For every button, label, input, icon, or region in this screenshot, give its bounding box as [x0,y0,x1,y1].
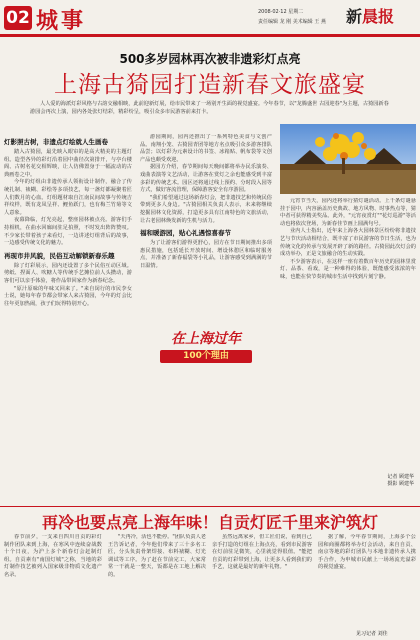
paragraph: "我们希望通过这场新春灯会，把非遗技艺和传统民俗带到更多人身边。"古猗园相关负责人表示，未来将继续挖掘园林文化资源，打造更多具有江南特色的文旅活动，让古老园林焕发新的生机与活力。 [140,194,272,224]
article2-byline: 见习记者 刘佳 [356,631,388,637]
paragraph: 元宵节当天，园内还将举行猜灯谜活动。上千条灯谜悬挂于园中，内容涵盖历史典故、地方风物、时事热点等，猜中者可获得精美奖品。此外，"元宵夜赏灯""花灯巡游"等活动也将依次登场，为新春佳节画上圆满句号。 [280,198,416,227]
paragraph: 夜幕降临，灯光亮起，整座园林被点亮。游客们手持相机，在曲水回廊间驻足拍照，不时发出阵阵赞叹。不少家长带着孩子来看灯，一边讲述灯组背后的故事，一边感受传统文化的魅力。 [4,217,132,247]
article2-column-1: 春节前夕，一支来自四川自贡的彩灯制作团队来到上海，在寒风中连续奋战数十个日夜，为沪上多个新春灯会赶制灯组。自贡素有"南国灯城"之称，当地的彩灯制作技艺被列入国家级非物质文化遗产名录。 [4,534,102,578]
article-subhead: 500多岁园林再次被非遗彩灯点亮 [119,52,301,66]
paragraph: 除了灯彩展示，园内还设置了多个民俗互动区域。剪纸、捏面人、吹糖人等传统手艺摊位前人头攒动，游客们可以亲手体验，将作品带回家作为新春纪念。 [4,262,132,284]
newspaper-logo: 新晨报 [346,7,395,26]
article-lede: 人人爱的海派灯彩风格与古韵交融相映，此前迎新灯展，给市民带来了一场别开生面的视觉盛宴。今年春节，以"龙腾盛世 古园迎春"为主题，古猗园新春游园会再次上演，园内各处张灯结彩，精彩纷呈，吸引众多市民游客前来打卡。 [30,101,389,115]
issue-date: 2008·02·12 星期二 [258,9,304,15]
feature-badge [140,328,272,368]
article2-column-4: 据了解，今年春节期间，上海多个公园和商圈都将举办灯会活动，来自自贡、南京等地的彩灯团队与本地非遗传承人携手合作，为申城市民献上一场场流光溢彩的视觉盛宴。 [318,534,416,571]
masthead-rule [0,34,420,37]
article2-column-3: 虽然远离家乡，但工匠们说，看到自己亲手打造的灯组在上海点亮，看到市民游客在灯前驻足微笑，心里就觉得很值。"能把自贡的灯彩带到上海，让更多人看到我们的手艺，这就是最好的新年礼物。" [212,534,312,571]
lantern-photo [280,124,416,194]
paragraph: "原汁原味的年味又回来了。"来自闵行的市民李女士说，她每年春节都会带家人来古猗园，今年的灯会比往年更加热闹，孩子们玩得特别开心。 [4,285,132,307]
badge-title: 在上海过年 [171,331,241,347]
article2-headline: 再冷也要点亮上海年味！自贡灯匠千里来沪筑灯 [41,513,378,532]
article-column-1 [4,134,132,502]
article-column-2 [140,134,272,502]
paragraph: 据园方介绍，春节期间每天晚间都将举办民乐演奏、戏曲表演等文艺活动，让游客在赏灯之余也能感受到丰富多彩的传统艺术。园区还将通过线上预约、分时段入园等方式，做好客流管理，保障游客安全有序游园。 [140,164,272,194]
section-subheading: 灯影照古树，非遗点灯绘就人生画卷 [4,138,108,146]
paragraph: 不少游客表示，在这样一座有着数百年历史的园林里赏灯、品茶、看戏，是一种难得的体验，既能感受浓浓的年味，也能在快节奏的城市生活中找到片刻宁静。 [280,258,416,280]
editor-credits: 责任编辑 龙 刚 美术编辑 王 燕 [258,19,326,25]
section-subheading: 再现市井风貌，民俗互动解锁新春乐趣 [4,251,115,260]
masthead [0,0,420,38]
paragraph: 为了让游客们游得更舒心，园方在节日期间推出多项惠民措施，包括延长开放时间、增设休憩区和临时服务点，并准备了新春福袋等小礼品，让游客感受到满满的节日温情。 [140,240,272,269]
article-byline: 记者 顾建华 摄影 顾建华 [387,474,414,487]
section-name: 城事 [36,9,87,34]
section-number: 02 [4,6,32,30]
paragraph: 业内人士指出，近年来上海各大园林景区纷纷将非遗技艺与节庆活动相结合，既丰富了市民游客的节日生活，也为传统文化的传承与发展开辟了新的路径。古猗园此次灯会的成功举办，正是文旅融合的生动实践。 [280,228,416,258]
lantern-photo-image [280,124,416,194]
section-subheading: 福和暖游园，贴心礼遇惊喜春节 [140,229,231,238]
paragraph: 踏入古猗园，最先映入眼帘的是高大精美的主题灯组。造型各异的彩灯沿着园中曲径次第排开，与亭台楼阁、古树名花交相辉映，让人仿佛置身于一幅流动的古典画卷之中。 [4,149,132,178]
paragraph: 今年的灯组由非遗传承人领衔设计制作，融合了传统扎制、裱糊、彩绘等多项技艺，每一盏灯都凝聚着匠人们数月的心血。灯组题材取自江南民间故事与传统吉祥纹样，既有龙凤呈祥、鲤鱼跃门，也有梅兰竹菊等文人意象。 [4,179,132,216]
article-headline: 上海古猗园打造新春文旅盛宴 [54,72,366,98]
section-divider [0,506,420,507]
article-column-3 [280,198,416,502]
paragraph: 游园期间，园内还推出了一系列特色美食与文创产品。南翔小笼、古猗园青团等地方名点吸引众多游客排队品尝；以灯彩为元素设计的书签、冰箱贴、帆布袋等文创产品也颇受欢迎。 [140,134,272,163]
article2-column-2: "天再冷，活也不能停。"团队负责人老王告诉记者，今年他们带来了三十多名工匠，分头负责骨架焊接、布料裱糊、灯光调试等工序。为了赶在节前完工，大家常常一干就是一整天，饭都是在工地上解决的。 [108,534,206,578]
badge-ribbon: 100个理由 [160,350,252,363]
